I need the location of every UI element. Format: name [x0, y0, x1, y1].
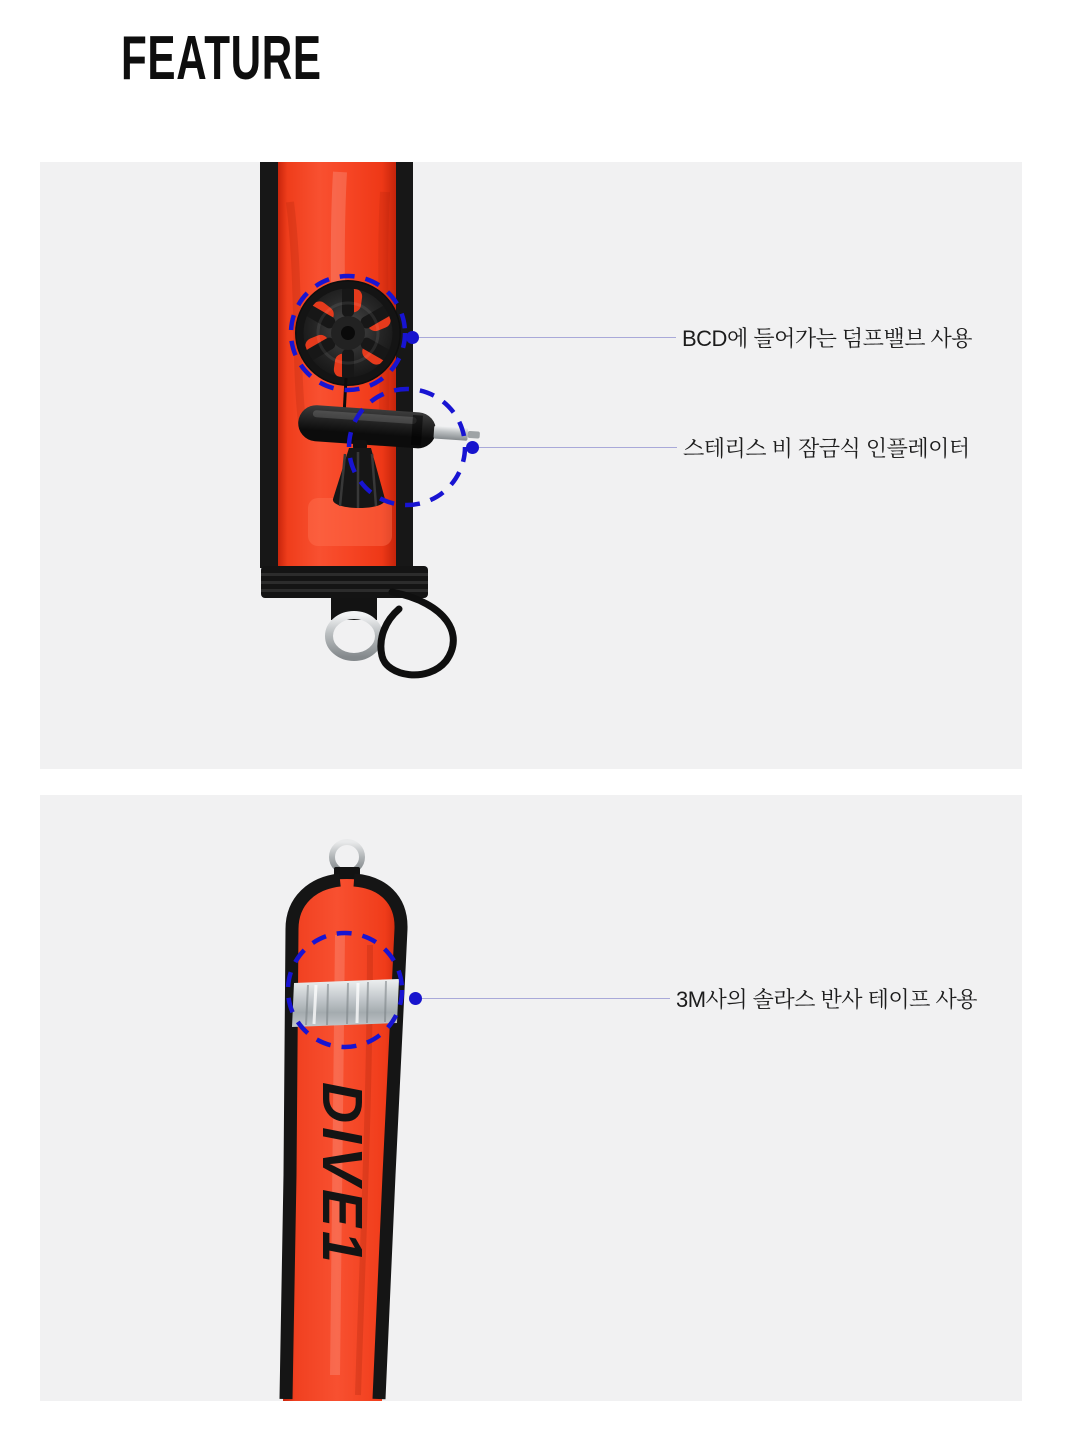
dive1-logo-text: DIVE1 [310, 1082, 374, 1267]
reflective-tape [292, 979, 399, 1027]
webbing-stitch [261, 573, 428, 576]
callout-dot [409, 992, 422, 1005]
callout-dump-valve [406, 322, 972, 352]
callout-label: 3M사의 솔라스 반사 테이프 사용 [676, 986, 978, 1012]
callout-label: BCD에 들어가는 덤프밸브 사용 [682, 325, 973, 351]
bungee-cord [381, 592, 453, 675]
callout-line [479, 447, 677, 448]
buoy-left-trim [260, 162, 278, 568]
callout-dot [406, 331, 419, 344]
buoy-top-photo [40, 162, 1022, 769]
d-ring [329, 615, 379, 657]
buoy-bottom-photo [40, 795, 1022, 1401]
page-title-text: FEATURE [121, 24, 322, 93]
feature-panel-valve [40, 162, 1022, 769]
callout-dot [466, 441, 479, 454]
hose-collar [411, 415, 423, 446]
callout-line [419, 337, 676, 338]
dump-valve-center [341, 326, 355, 340]
callout-line [422, 998, 670, 999]
webbing-stitch [261, 581, 428, 584]
page-title [121, 24, 416, 93]
feature-panel-tape [40, 795, 1022, 1401]
callout-inflator [466, 432, 970, 462]
dump-valve [295, 280, 401, 386]
callout-label: 스테리스 비 잠금식 인플레이터 [683, 435, 970, 461]
callout-tape [409, 983, 977, 1013]
